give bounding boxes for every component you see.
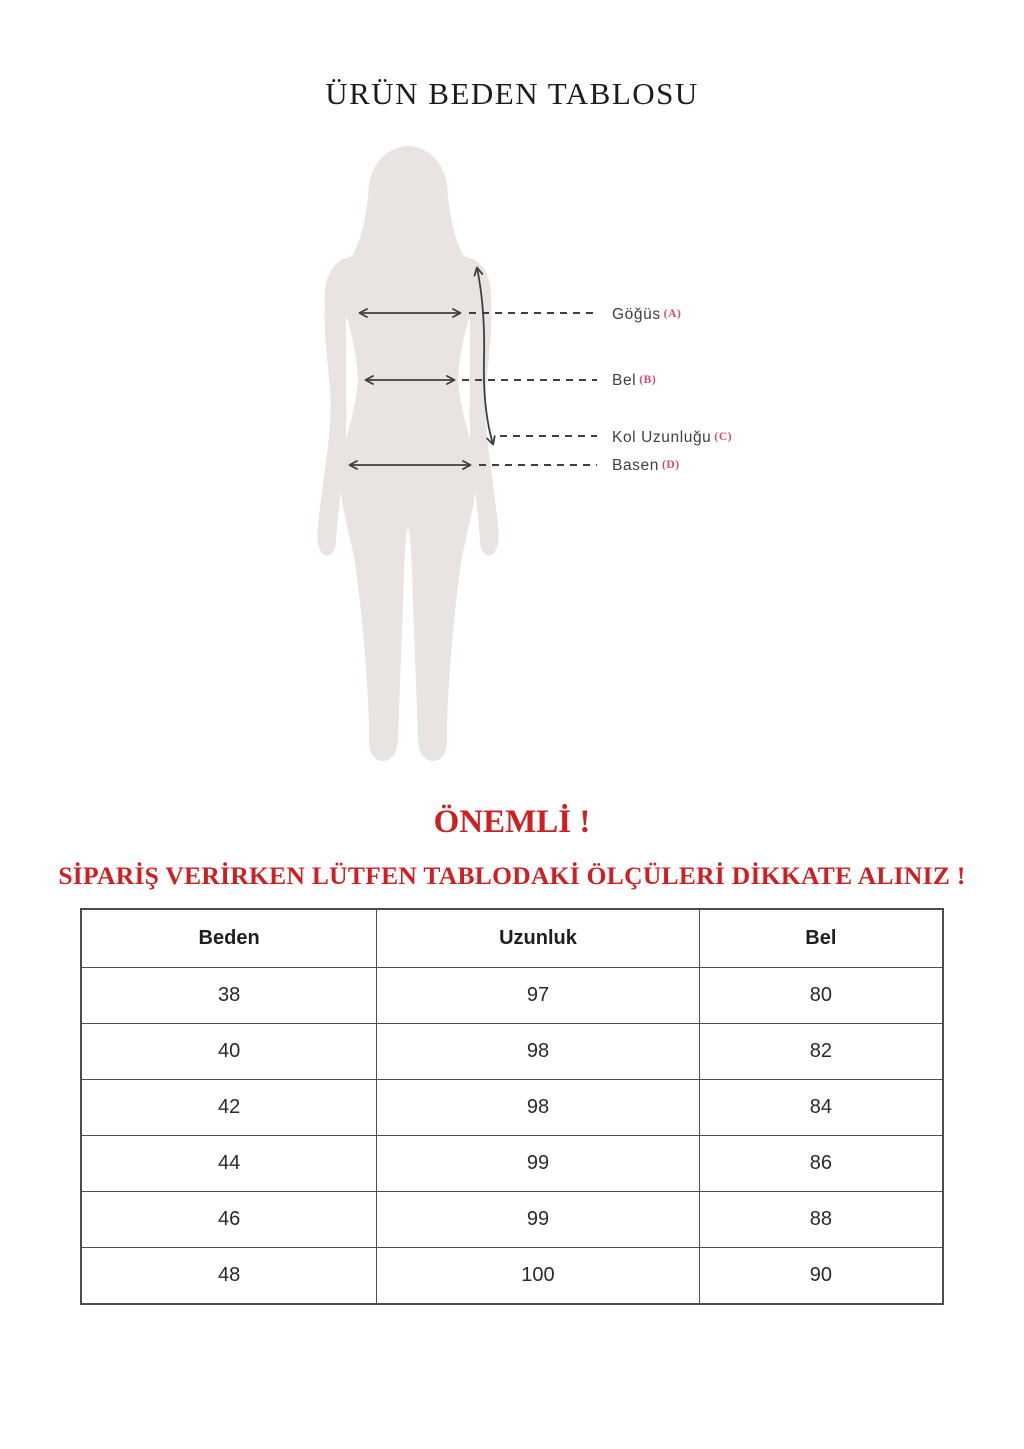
size-table-row (81, 968, 943, 1024)
size-table-row (81, 1136, 943, 1192)
size-table-cell: 44 (81, 1136, 377, 1192)
size-table-cell: 99 (377, 1136, 700, 1192)
size-table-header-uzunluk: Uzunluk (377, 909, 700, 968)
size-table-cell: 98 (377, 1080, 700, 1136)
body-measurement-diagram (280, 130, 780, 790)
measurement-label-chest-text: Göğüs (612, 306, 661, 323)
silhouette-left-arm (317, 258, 346, 555)
measurement-key-c: (C) (714, 431, 733, 443)
female-silhouette (327, 146, 489, 761)
size-table-cell: 80 (699, 968, 943, 1024)
measurement-key-a: (A) (663, 308, 682, 320)
size-table-cell: 48 (81, 1248, 377, 1305)
silhouette-right-arm (469, 258, 498, 555)
warning-heading: ÖNEMLİ ! (433, 804, 591, 840)
measurement-label-hip-text: Basen (612, 457, 659, 474)
warning-subheading: SİPARİŞ VERİRKEN LÜTFEN TABLODAKİ ÖLÇÜLERİ DİKKATE ALINIZ ! (58, 861, 966, 890)
size-table-cell: 90 (699, 1248, 943, 1305)
page-title: ÜRÜN BEDEN TABLOSU (325, 76, 699, 111)
size-table-cell: 84 (699, 1080, 943, 1136)
measurement-label-waist-text: Bel (612, 372, 637, 389)
measurement-label-arm-length (612, 427, 732, 447)
size-table-cell: 86 (699, 1136, 943, 1192)
female-silhouette-figure (280, 130, 620, 780)
measurement-label-hip (612, 455, 680, 475)
size-table-cell: 99 (377, 1192, 700, 1248)
size-table-cell: 42 (81, 1080, 377, 1136)
measurement-label-arm-length-text: Kol Uzunluğu (612, 429, 712, 446)
size-table (80, 908, 944, 1305)
measurement-key-d: (D) (661, 459, 680, 471)
size-table-cell: 82 (699, 1024, 943, 1080)
size-table-header-bel: Bel (699, 909, 943, 968)
measurement-label-chest (612, 304, 681, 324)
size-table-row (81, 1248, 943, 1305)
size-table-cell: 38 (81, 968, 377, 1024)
measurement-key-b: (B) (639, 374, 657, 386)
size-table-cell: 97 (377, 968, 700, 1024)
size-table-row (81, 1192, 943, 1248)
size-table-cell: 100 (377, 1248, 700, 1305)
size-table-cell: 46 (81, 1192, 377, 1248)
size-table-cell: 40 (81, 1024, 377, 1080)
size-table-row (81, 1024, 943, 1080)
size-table-header-beden: Beden (81, 909, 377, 968)
measurement-label-waist (612, 370, 656, 390)
size-table-header-row (81, 909, 943, 968)
size-table-cell: 98 (377, 1024, 700, 1080)
size-table-cell: 88 (699, 1192, 943, 1248)
size-table-row (81, 1080, 943, 1136)
